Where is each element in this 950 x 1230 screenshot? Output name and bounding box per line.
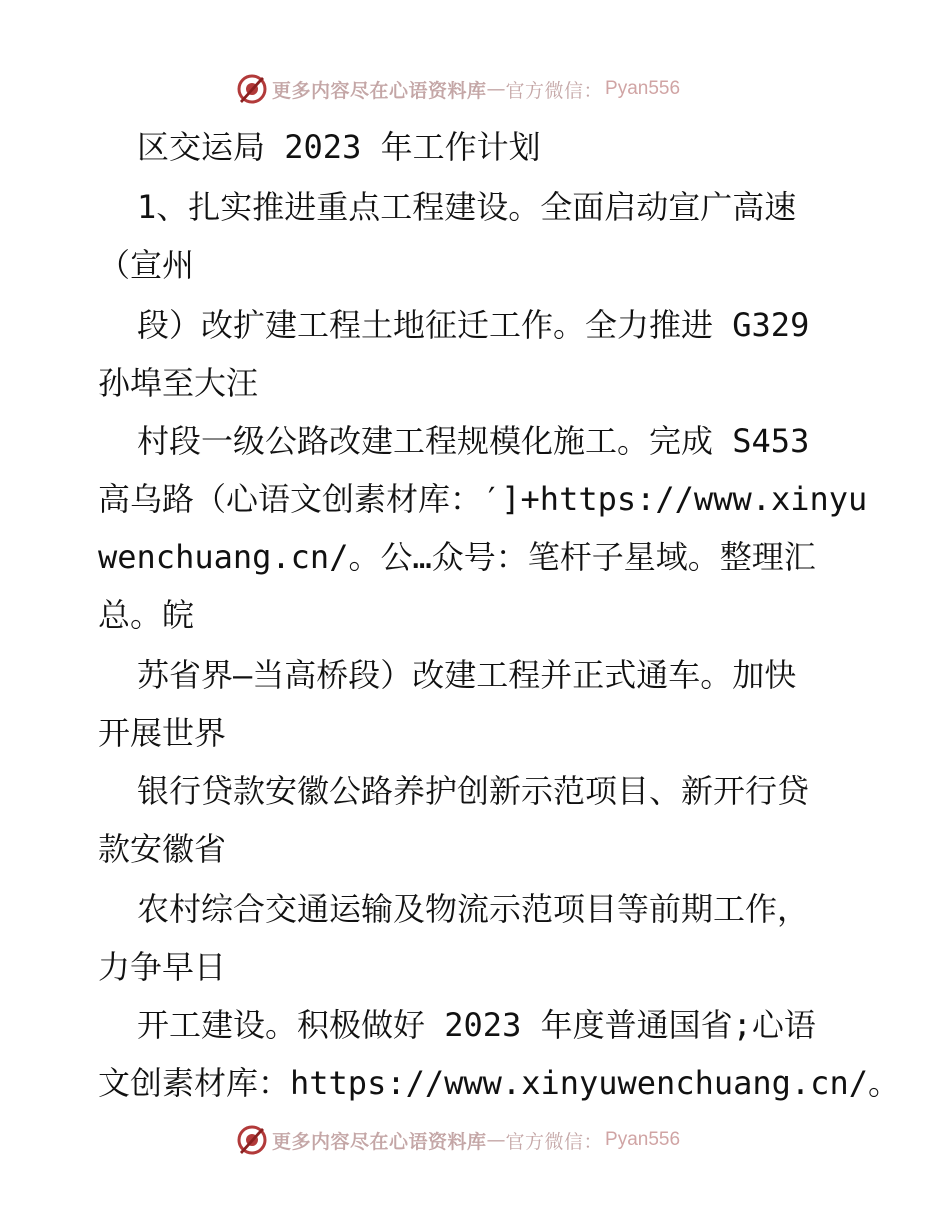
banner-text: 更多内容尽在心语资料库 (272, 79, 487, 102)
text-line: 农村综合交通运输及物流示范项目等前期工作， (137, 890, 810, 928)
text-line: 款安徽省 (98, 830, 227, 868)
text-line: 1、扎实推进重点工程建设。全面启动宣广高速 (137, 188, 797, 226)
header-banner (236, 72, 680, 106)
text-line: 村段一级公路改建工程规模化施工。完成 S453 (137, 422, 810, 460)
footer-banner (236, 1123, 680, 1157)
text-line: 开工建设。积极做好 2023 年度普通国省;心语 (137, 1006, 816, 1044)
text-line: 段）改扩建工程土地征迁工作。全力推进 G329 (137, 306, 810, 344)
text-line: wenchuang.cn/。公…众号：笔杆子星域。整理汇 (98, 538, 816, 576)
text-line: 文创素材库：https://www.xinyuwenchuang.cn/。 (98, 1064, 900, 1102)
text-line: （宣州 (98, 246, 195, 284)
text-line: 苏省界—当高桥段）改建工程并正式通车。加快 (137, 656, 797, 694)
banner-contact-id: Pyan556 (605, 1129, 681, 1150)
text-line: 银行贷款安徽公路养护创新示范项目、新开行贷 (137, 772, 810, 810)
banner-separator: — (486, 78, 506, 100)
text-line: 力争早日 (98, 948, 227, 986)
banner-separator: — (486, 1129, 506, 1151)
banner-text: 更多内容尽在心语资料库 (272, 1130, 487, 1153)
text-line: 孙埠至大汪 (98, 364, 259, 402)
banner-contact-label: 官方微信： (505, 1130, 604, 1153)
document-title: 区交运局 2023 年工作计划 (137, 128, 541, 166)
banner-contact-id: Pyan556 (605, 78, 681, 99)
banner-contact-label: 官方微信： (505, 79, 604, 102)
text-line: 总。皖 (98, 596, 195, 634)
pen-logo-icon (236, 1124, 268, 1156)
text-line: 高乌路（心语文创素材库：′]+https://www.xinyu (98, 480, 868, 518)
pen-logo-icon (236, 73, 268, 105)
text-line: 开展世界 (98, 714, 227, 752)
